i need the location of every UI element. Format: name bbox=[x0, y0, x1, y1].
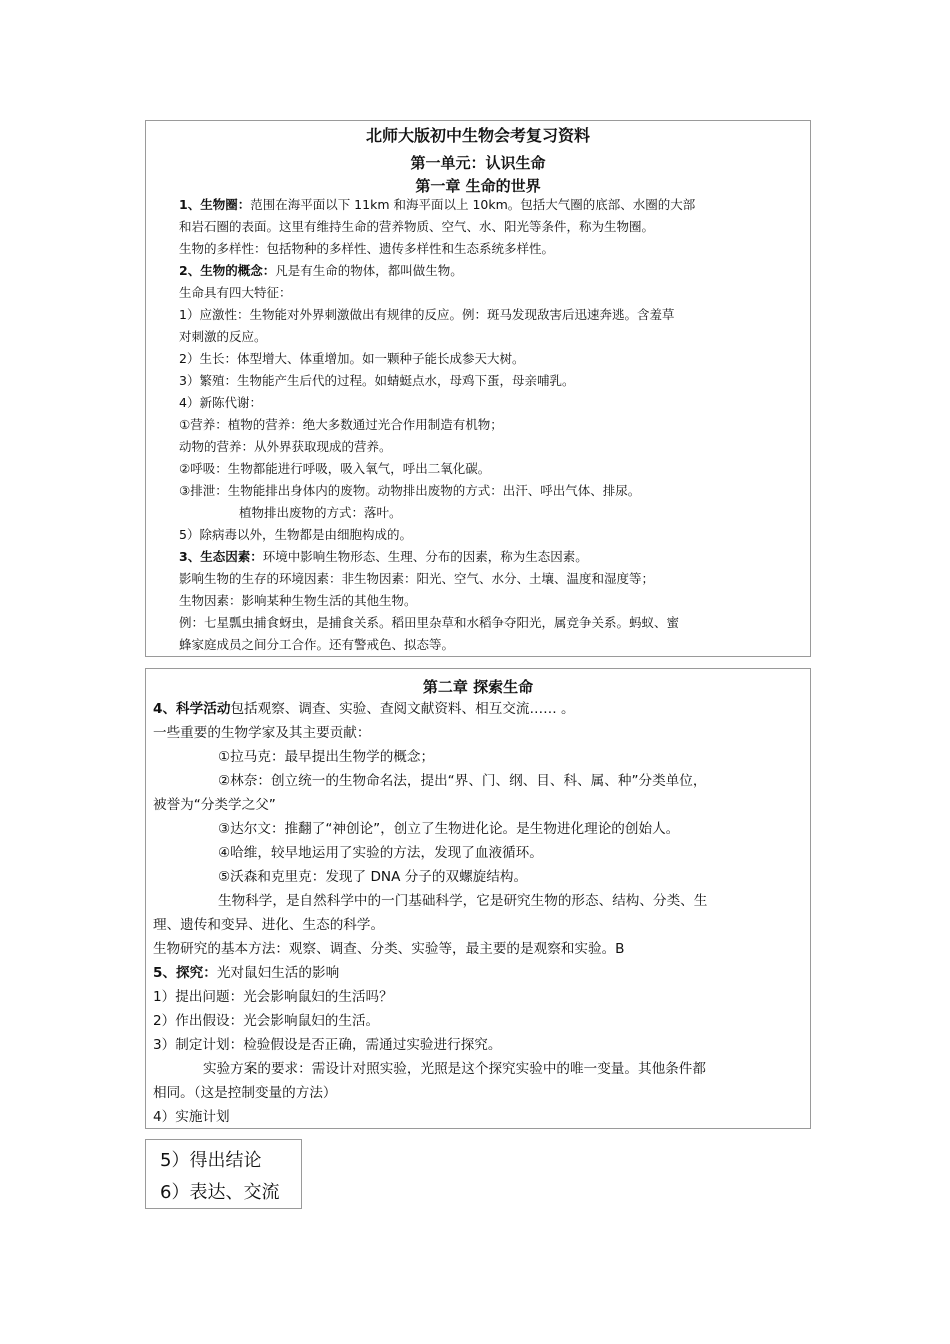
text-line: 相同。（这是控制变量的方法） bbox=[153, 1085, 337, 1101]
paragraph-ecological-factors: 3、生态因素：环境中影响生物形态、生理、分布的因素，称为生态因素。 bbox=[179, 549, 588, 564]
text-line: ⑤沃森和克里克：发现了 DNA 分子的双螺旋结构。 bbox=[218, 869, 528, 885]
paragraph-inquiry: 5、探究：光对鼠妇生活的影响 bbox=[153, 965, 340, 981]
unit-title: 第一单元：认识生命 bbox=[410, 154, 546, 172]
text-line: 3）繁殖：生物能产生后代的过程。如蜻蜓点水，母鸡下蛋，母亲哺乳。 bbox=[179, 373, 575, 388]
text-line: 2）作出假设：光会影响鼠妇的生活。 bbox=[153, 1013, 380, 1029]
text-line: 蜂家庭成员之间分工合作。还有警戒色、拟态等。 bbox=[179, 637, 455, 652]
text-line: 生物研究的基本方法：观察、调查、分类、实验等，最主要的是观察和实验。B bbox=[153, 941, 625, 957]
text-line: 生物因素：影响某种生物生活的其他生物。 bbox=[179, 593, 417, 608]
text-line: ④哈维，较早地运用了实验的方法，发现了血液循环。 bbox=[218, 845, 543, 861]
text-line: 动物的营养：从外界获取现成的营养。 bbox=[179, 439, 392, 454]
text-line: ②林奈：创立统一的生物命名法，提出“界、门、纲、目、科、属、种”分类单位， bbox=[218, 773, 707, 789]
text-line: 实验方案的要求：需设计对照实验，光照是这个探究实验中的唯一变量。其他条件都 bbox=[203, 1061, 706, 1077]
text-line: 5）除病毒以外，生物都是由细胞构成的。 bbox=[179, 527, 412, 542]
text-line: ③达尔文：推翻了“神创论”，创立了生物进化论。是生物进化理论的创始人。 bbox=[218, 821, 680, 837]
text-line: ①拉马克：最早提出生物学的概念； bbox=[218, 749, 435, 765]
tail-box bbox=[145, 1139, 302, 1209]
text-line: 4）实施计划 bbox=[153, 1109, 230, 1125]
text-line: 一些重要的生物学家及其主要贡献： bbox=[153, 725, 371, 741]
paragraph-biosphere: 1、生物圈：范围在海平面以下 11km 和海平面以上 10km。包括大气圈的底部、水圈的大部 bbox=[179, 197, 696, 212]
text-line: 理、遗传和变异、进化、生态的科学。 bbox=[153, 917, 385, 933]
text-line: ①营养：植物的营养：绝大多数通过光合作用制造有机物； bbox=[179, 417, 503, 432]
document-title: 北师大版初中生物会考复习资料 bbox=[365, 126, 590, 145]
text-line: 被誉为“分类学之父” bbox=[153, 797, 276, 813]
text-line: 和岩石圈的表面。这里有维持生命的营养物质、空气、水、阳光等条件，称为生物圈。 bbox=[179, 219, 655, 234]
text-line: 6）表达、交流 bbox=[160, 1182, 280, 1203]
text-line: 植物排出废物的方式：落叶。 bbox=[239, 505, 402, 520]
paragraph-concept: 2、生物的概念：凡是有生命的物体，都叫做生物。 bbox=[179, 263, 463, 278]
text-line: 生物科学，是自然科学中的一门基础科学，它是研究生物的形态、结构、分类、生 bbox=[218, 893, 708, 909]
text-line: ②呼吸：生物都能进行呼吸，吸入氧气，呼出二氧化碳。 bbox=[179, 461, 491, 476]
text-line: 对刺激的反应。 bbox=[179, 329, 267, 344]
text-line: 生命具有四大特征： bbox=[179, 285, 292, 300]
text-line: 5）得出结论 bbox=[160, 1150, 262, 1171]
text-line: 1）应激性：生物能对外界刺激做出有规律的反应。例：斑马发现敌害后迅速奔逃。含羞草 bbox=[179, 307, 675, 322]
chapter2-title: 第二章 探索生命 bbox=[422, 678, 534, 696]
text-line: 例：七星瓢虫捕食蚜虫，是捕食关系。稻田里杂草和水稻争夺阳光，属竞争关系。蚂蚁、蜜 bbox=[179, 615, 680, 630]
chapter1-title: 第一章 生命的世界 bbox=[415, 177, 541, 195]
text-line: 4）新陈代谢： bbox=[179, 395, 262, 410]
chapter2-box bbox=[145, 668, 811, 1129]
text-line: ③排泄：生物能排出身体内的废物。动物排出废物的方式：出汗、呼出气体、排尿。 bbox=[179, 483, 641, 498]
text-line: 3）制定计划：检验假设是否正确，需通过实验进行探究。 bbox=[153, 1037, 502, 1053]
text-line: 生物的多样性：包括物种的多样性、遗传多样性和生态系统多样性。 bbox=[179, 241, 555, 256]
text-line: 2）生长：体型增大、体重增加。如一颗种子能长成参天大树。 bbox=[179, 351, 525, 366]
unit1-box bbox=[145, 120, 811, 657]
text-line: 影响生物的生存的环境因素：非生物因素：阳光、空气、水分、土壤、温度和湿度等； bbox=[179, 571, 655, 586]
text-line: 1）提出问题：光会影响鼠妇的生活吗？ bbox=[153, 989, 393, 1005]
paragraph-science-activities: 4、科学活动包括观察、调查、实验、查阅文献资料、相互交流…… 。 bbox=[153, 701, 575, 717]
